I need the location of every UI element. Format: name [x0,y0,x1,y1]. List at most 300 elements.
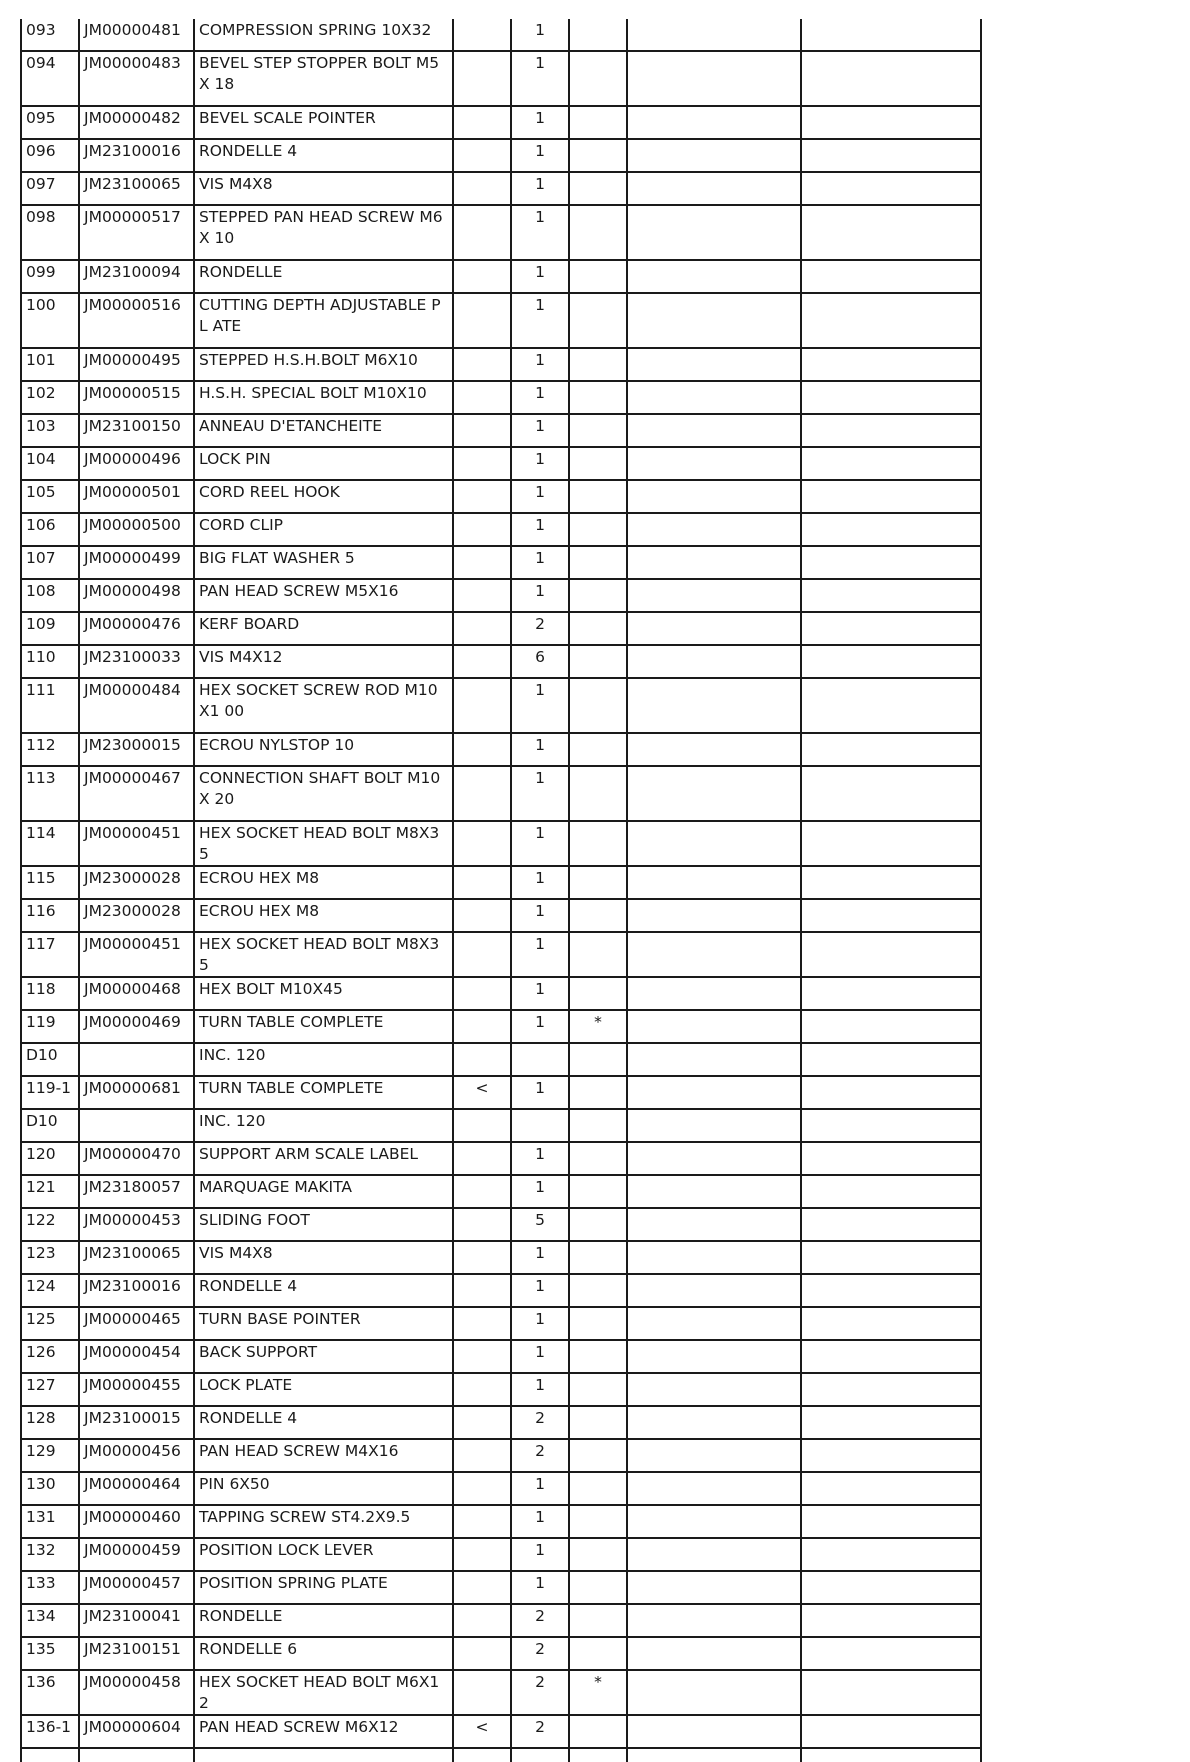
item-number-cell: 128 [21,1406,79,1439]
mark-cell [569,1208,627,1241]
empty-cell [801,1208,981,1241]
part-reference-cell: JM00000476 [79,612,194,645]
quantity-cell: 1 [511,1505,569,1538]
change-indicator-cell [453,1538,511,1571]
quantity-cell: 5 [511,1208,569,1241]
empty-cell [801,1340,981,1373]
empty-cell [801,106,981,139]
item-number-cell: 103 [21,414,79,447]
quantity-cell: 1 [511,899,569,932]
change-indicator-cell [453,1241,511,1274]
empty-cell [627,1604,801,1637]
mark-cell [569,1538,627,1571]
part-reference-cell: JM00000453 [79,1208,194,1241]
quantity-cell: 1 [511,381,569,414]
mark-cell [569,1373,627,1406]
change-indicator-cell [453,1142,511,1175]
empty-cell [801,1076,981,1109]
table-row [21,1670,981,1715]
quantity-cell: 1 [511,1142,569,1175]
part-reference-cell: JM00000495 [79,348,194,381]
description-cell: SLIDING FOOT [194,1208,453,1241]
change-indicator-cell [453,612,511,645]
item-number-cell: 127 [21,1373,79,1406]
empty-cell [627,612,801,645]
mark-cell: * [569,1670,627,1715]
part-reference-cell: JM00000517 [79,205,194,260]
table-row [21,1604,981,1637]
table-row [21,348,981,381]
item-number-cell: 111 [21,678,79,733]
empty-cell [801,1241,981,1274]
empty-cell [627,1406,801,1439]
quantity-cell: 6 [511,645,569,678]
description-cell: HEX SOCKET HEAD BOLT M8X35 [194,821,453,866]
mark-cell [569,579,627,612]
table-row [21,645,981,678]
description-cell: COMPRESSION SPRING 10X32 [194,19,453,51]
description-cell: STEPPED PAN HEAD SCREW M6X 10 [194,205,453,260]
quantity-cell: 1 [511,447,569,480]
quantity-cell: 2 [511,1406,569,1439]
quantity-cell: 1 [511,293,569,348]
mark-cell [569,1439,627,1472]
description-cell: CUTTING DEPTH ADJUSTABLE PL ATE [194,293,453,348]
change-indicator-cell [453,645,511,678]
empty-cell [801,1472,981,1505]
table-row [21,513,981,546]
empty-cell [627,1637,801,1670]
table-row [21,1208,981,1241]
part-reference-cell: JM23100016 [79,1274,194,1307]
empty-cell [801,1505,981,1538]
description-cell: PAN HEAD SCREW M6X12 [194,1715,453,1748]
quantity-cell: 1 [511,19,569,51]
table-row [21,1076,981,1109]
empty-cell [627,932,801,977]
parts-table [20,19,982,1762]
change-indicator-cell [453,1010,511,1043]
quantity-cell: 2 [511,1637,569,1670]
empty-cell [627,205,801,260]
table-row [21,1406,981,1439]
empty-cell [627,1373,801,1406]
empty-cell [627,899,801,932]
part-reference-cell: JM00000464 [79,1472,194,1505]
table-row [21,293,981,348]
mark-cell [569,1043,627,1076]
empty-cell [627,1076,801,1109]
empty-cell [801,381,981,414]
empty-cell [801,1175,981,1208]
empty-cell [627,1571,801,1604]
empty-cell [801,1538,981,1571]
part-reference-cell: JM23100041 [79,1604,194,1637]
description-cell: BACK SUPPORT [194,1340,453,1373]
description-cell: VIS M4X8 [194,172,453,205]
part-reference-cell [79,1043,194,1076]
empty-cell [801,932,981,977]
empty-cell [801,977,981,1010]
description-cell: POSITION LOCK LEVER [194,1538,453,1571]
empty-cell [801,1373,981,1406]
item-number-cell: 121 [21,1175,79,1208]
description-cell: RONDELLE [194,260,453,293]
table-row [21,414,981,447]
item-number-cell: 120 [21,1142,79,1175]
item-number-cell: D10 [21,1043,79,1076]
table-row [21,1505,981,1538]
part-reference-cell: JM00000451 [79,932,194,977]
item-number-cell: 131 [21,1505,79,1538]
empty-cell [801,447,981,480]
part-reference-cell: JM00000484 [79,678,194,733]
empty-cell [627,579,801,612]
change-indicator-cell [453,579,511,612]
description-cell: VIS M4X8 [194,1241,453,1274]
table-row [21,1715,981,1748]
description-cell: ECROU HEX M8 [194,899,453,932]
empty-cell [801,172,981,205]
mark-cell [569,293,627,348]
item-number-cell: 136-1 [21,1715,79,1748]
mark-cell: * [569,1010,627,1043]
item-number-cell: 126 [21,1340,79,1373]
mark-cell [569,513,627,546]
quantity-cell: 1 [511,766,569,821]
description-cell: HEX SOCKET SCREW ROD M10X1 00 [194,678,453,733]
part-reference-cell: JM00000499 [79,546,194,579]
description-cell: TURN TABLE COMPLETE [194,1010,453,1043]
table-row [21,821,981,866]
table-row [21,139,981,172]
change-indicator-cell [453,1604,511,1637]
quantity-cell: 1 [511,260,569,293]
empty-cell [801,766,981,821]
empty-cell [801,1307,981,1340]
change-indicator-cell [453,866,511,899]
mark-cell [569,766,627,821]
table-row [21,546,981,579]
item-number-cell: 116 [21,899,79,932]
item-number-cell: 114 [21,821,79,866]
empty-cell [801,1670,981,1715]
parts-list-sheet [20,19,980,1762]
item-number-cell: 100 [21,293,79,348]
part-reference-cell: JM00000515 [79,381,194,414]
item-number-cell: 119-1 [21,1076,79,1109]
quantity-cell: 1 [511,1241,569,1274]
mark-cell [569,139,627,172]
item-number-cell: 133 [21,1571,79,1604]
table-row [21,1109,981,1142]
mark-cell [569,1637,627,1670]
change-indicator-cell [453,766,511,821]
change-indicator-cell [453,1505,511,1538]
description-cell: HEX SOCKET HEAD BOLT M8X35 [194,932,453,977]
mark-cell [569,1472,627,1505]
description-cell: MARQUAGE MAKITA [194,1175,453,1208]
empty-cell [801,1715,981,1748]
empty-cell [801,1604,981,1637]
empty-cell [453,1748,511,1762]
item-number-cell: 122 [21,1208,79,1241]
part-reference-cell: JM00000454 [79,1340,194,1373]
quantity-cell: 1 [511,106,569,139]
quantity-cell: 1 [511,1472,569,1505]
change-indicator-cell [453,513,511,546]
description-cell: BEVEL STEP STOPPER BOLT M5X 18 [194,51,453,106]
description-cell: VIS M4X12 [194,645,453,678]
empty-cell [627,447,801,480]
empty-cell [627,480,801,513]
quantity-cell: 1 [511,513,569,546]
change-indicator-cell [453,1406,511,1439]
empty-cell [627,1241,801,1274]
item-number-cell: 101 [21,348,79,381]
mark-cell [569,932,627,977]
empty-cell [627,977,801,1010]
part-reference-cell: JM23180057 [79,1175,194,1208]
change-indicator-cell [453,1472,511,1505]
table-row [21,51,981,106]
item-number-cell: 098 [21,205,79,260]
empty-cell [627,1010,801,1043]
quantity-cell: 1 [511,821,569,866]
empty-cell [194,1748,453,1762]
part-reference-cell: JM00000681 [79,1076,194,1109]
mark-cell [569,1076,627,1109]
empty-cell [627,1208,801,1241]
change-indicator-cell [453,1208,511,1241]
empty-cell [627,866,801,899]
description-cell: BIG FLAT WASHER 5 [194,546,453,579]
description-cell: CORD CLIP [194,513,453,546]
empty-cell [627,1043,801,1076]
change-indicator-cell [453,932,511,977]
change-indicator-cell [453,1043,511,1076]
change-indicator-cell [453,1340,511,1373]
description-cell: TURN BASE POINTER [194,1307,453,1340]
table-row [21,1175,981,1208]
description-cell: ANNEAU D'ETANCHEITE [194,414,453,447]
empty-cell [627,293,801,348]
part-reference-cell: JM00000604 [79,1715,194,1748]
description-cell: SUPPORT ARM SCALE LABEL [194,1142,453,1175]
empty-cell [627,1142,801,1175]
change-indicator-cell: < [453,1715,511,1748]
part-reference-cell: JM00000465 [79,1307,194,1340]
item-number-cell: 113 [21,766,79,821]
quantity-cell: 1 [511,546,569,579]
change-indicator-cell [453,381,511,414]
quantity-cell [511,1043,569,1076]
empty-cell [801,645,981,678]
description-cell: HEX BOLT M10X45 [194,977,453,1010]
description-cell: TAPPING SCREW ST4.2X9.5 [194,1505,453,1538]
description-cell: HEX SOCKET HEAD BOLT M6X12 [194,1670,453,1715]
quantity-cell: 1 [511,1571,569,1604]
change-indicator-cell [453,678,511,733]
description-cell: TURN TABLE COMPLETE [194,1076,453,1109]
quantity-cell: 1 [511,139,569,172]
item-number-cell: 099 [21,260,79,293]
empty-cell [801,1406,981,1439]
parts-table-body [21,19,981,1762]
mark-cell [569,19,627,51]
mark-cell [569,1571,627,1604]
empty-cell [627,766,801,821]
table-row [21,447,981,480]
item-number-cell: 123 [21,1241,79,1274]
quantity-cell: 1 [511,348,569,381]
description-cell: STEPPED H.S.H.BOLT M6X10 [194,348,453,381]
change-indicator-cell [453,139,511,172]
empty-cell [801,1010,981,1043]
change-indicator-cell [453,414,511,447]
table-row [21,766,981,821]
table-row [21,977,981,1010]
empty-cell [627,1538,801,1571]
part-reference-cell: JM00000460 [79,1505,194,1538]
part-reference-cell: JM00000458 [79,1670,194,1715]
table-row [21,1472,981,1505]
change-indicator-cell: < [453,1076,511,1109]
part-reference-cell: JM00000468 [79,977,194,1010]
part-reference-cell: JM00000469 [79,1010,194,1043]
item-number-cell: 135 [21,1637,79,1670]
item-number-cell: 124 [21,1274,79,1307]
empty-cell [627,1274,801,1307]
empty-cell [801,480,981,513]
table-row [21,480,981,513]
item-number-cell: 110 [21,645,79,678]
item-number-cell: 132 [21,1538,79,1571]
item-number-cell: 119 [21,1010,79,1043]
quantity-cell: 1 [511,414,569,447]
quantity-cell: 2 [511,612,569,645]
empty-cell [627,348,801,381]
empty-cell [801,1274,981,1307]
description-cell: BEVEL SCALE POINTER [194,106,453,139]
item-number-cell: 130 [21,1472,79,1505]
quantity-cell: 1 [511,205,569,260]
empty-cell [801,293,981,348]
empty-cell [801,414,981,447]
mark-cell [569,1274,627,1307]
item-number-cell: D10 [21,1109,79,1142]
table-row [21,1010,981,1043]
mark-cell [569,260,627,293]
empty-cell [627,1109,801,1142]
change-indicator-cell [453,977,511,1010]
mark-cell [569,205,627,260]
empty-cell [627,1307,801,1340]
empty-cell [627,733,801,766]
table-row [21,612,981,645]
change-indicator-cell [453,733,511,766]
quantity-cell: 1 [511,1307,569,1340]
quantity-cell: 1 [511,977,569,1010]
part-reference-cell: JM00000501 [79,480,194,513]
part-reference-cell: JM23000028 [79,866,194,899]
item-number-cell: 095 [21,106,79,139]
mark-cell [569,1241,627,1274]
part-reference-cell: JM23100065 [79,172,194,205]
empty-cell [627,1472,801,1505]
change-indicator-cell [453,172,511,205]
item-number-cell: 094 [21,51,79,106]
part-reference-cell: JM00000470 [79,1142,194,1175]
mark-cell [569,1175,627,1208]
mark-cell [569,51,627,106]
item-number-cell: 112 [21,733,79,766]
quantity-cell: 1 [511,1538,569,1571]
part-reference-cell: JM00000498 [79,579,194,612]
empty-cell [801,1748,981,1762]
mark-cell [569,1406,627,1439]
mark-cell [569,381,627,414]
empty-cell [627,1175,801,1208]
table-row [21,172,981,205]
empty-cell [79,1748,194,1762]
continuation-row [21,1748,981,1762]
description-cell: LOCK PIN [194,447,453,480]
description-cell: ECROU HEX M8 [194,866,453,899]
empty-cell [801,899,981,932]
part-reference-cell: JM23100150 [79,414,194,447]
table-row [21,381,981,414]
mark-cell [569,1340,627,1373]
empty-cell [627,106,801,139]
mark-cell [569,414,627,447]
part-reference-cell: JM00000496 [79,447,194,480]
part-reference-cell: JM23000028 [79,899,194,932]
change-indicator-cell [453,1571,511,1604]
empty-cell [801,348,981,381]
empty-cell [627,1748,801,1762]
part-reference-cell: JM23100065 [79,1241,194,1274]
part-reference-cell: JM00000459 [79,1538,194,1571]
quantity-cell: 1 [511,51,569,106]
part-reference-cell: JM00000500 [79,513,194,546]
description-cell: KERF BOARD [194,612,453,645]
item-number-cell: 109 [21,612,79,645]
change-indicator-cell [453,1637,511,1670]
item-number-cell: 096 [21,139,79,172]
quantity-cell: 1 [511,932,569,977]
empty-cell [627,546,801,579]
description-cell: RONDELLE 6 [194,1637,453,1670]
empty-cell [801,678,981,733]
quantity-cell: 2 [511,1715,569,1748]
quantity-cell: 2 [511,1670,569,1715]
part-reference-cell: JM23100016 [79,139,194,172]
empty-cell [627,172,801,205]
quantity-cell: 1 [511,1010,569,1043]
part-reference-cell [79,1109,194,1142]
mark-cell [569,1109,627,1142]
description-cell: RONDELLE 4 [194,139,453,172]
table-row [21,19,981,51]
empty-cell [627,645,801,678]
quantity-cell: 1 [511,172,569,205]
table-row [21,1439,981,1472]
part-reference-cell: JM00000467 [79,766,194,821]
mark-cell [569,348,627,381]
mark-cell [569,480,627,513]
mark-cell [569,447,627,480]
